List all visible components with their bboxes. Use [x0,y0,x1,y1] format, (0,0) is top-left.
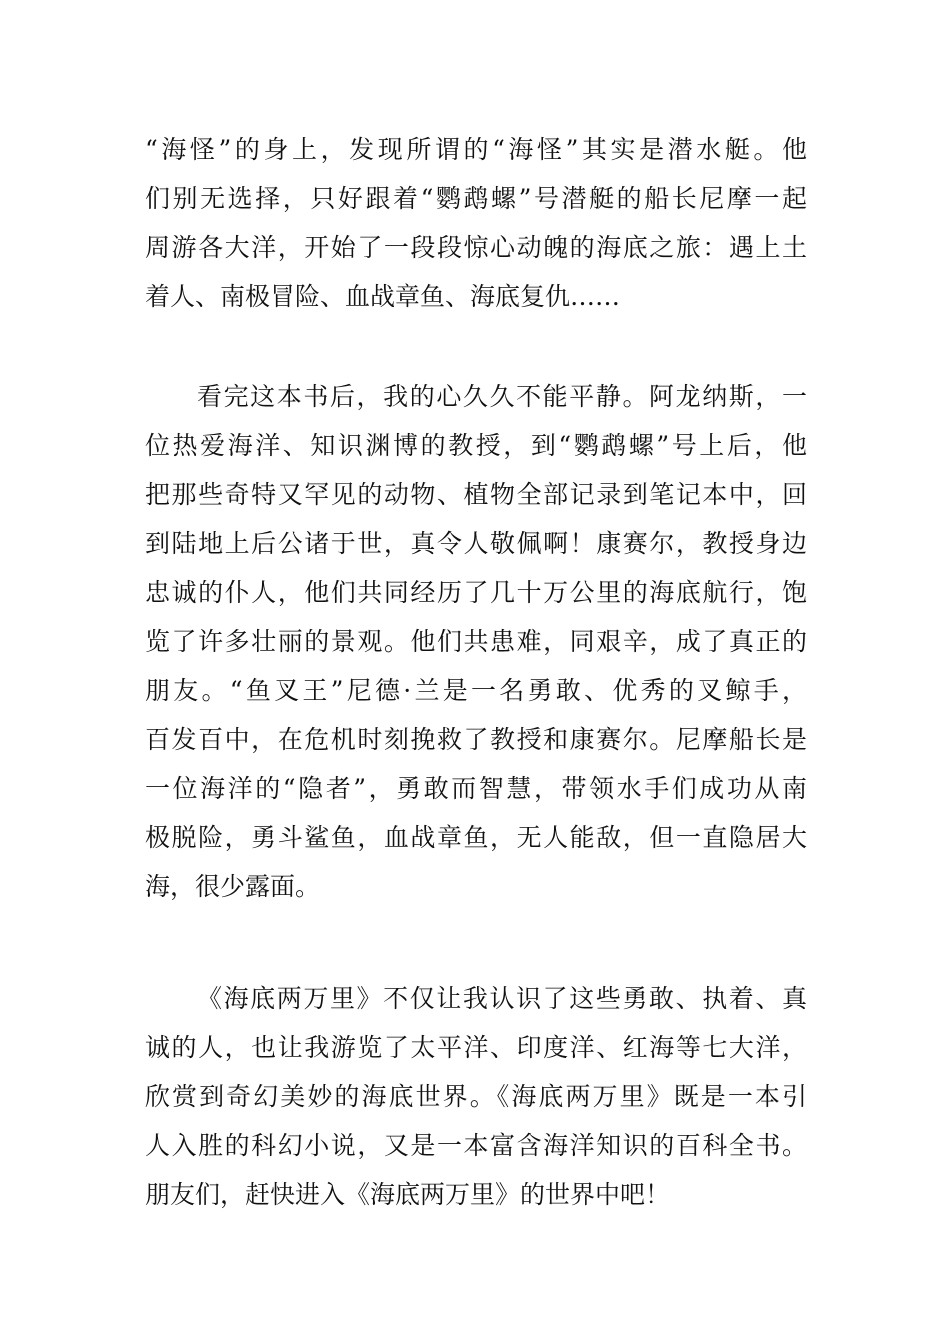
paragraph-line: 们别无选择，只好跟着“鹦鹉螺”号潜艇的船长尼摩一起 [145,184,807,213]
paragraph-line: 朋友们，赶快进入《海底两万里》的世界中吧！ [145,1180,671,1209]
paragraph-line: 着人、南极冒险、血战章鱼、海底复仇…… [145,282,621,311]
paragraph-line: 周游各大洋，开始了一段段惊心动魄的海底之旅：遇上土 [145,233,807,262]
paragraph-line: 人入胜的科幻小说，又是一本富含海洋知识的百科全书。 [145,1131,807,1160]
paragraph-line: 《海底两万里》不仅让我认识了这些勇敢、执着、真 [197,984,807,1013]
paragraph-2 [145,372,807,911]
paragraph-3 [145,974,807,1219]
paragraph-line: 看完这本书后，我的心久久不能平静。阿龙纳斯，一 [197,382,807,411]
paragraph-line: 一位海洋的“隐者”，勇敢而智慧，带领水手们成功从南 [145,774,807,803]
paragraph-line: 忠诚的仆人，他们共同经历了几十万公里的海底航行，饱 [145,578,807,607]
paragraph-line: 海，很少露面。 [145,872,321,901]
paragraph-line: 百发百中，在危机时刻挽救了教授和康赛尔。尼摩船长是 [145,725,807,754]
paragraph-line: 览了许多壮丽的景观。他们共患难，同艰辛，成了真正的 [145,627,807,656]
paragraph-line: 位热爱海洋、知识渊博的教授，到“鹦鹉螺”号上后，他 [145,431,807,460]
paragraph-line: 朋友。“鱼叉王”尼德·兰是一名勇敢、优秀的叉鲸手， [145,676,807,705]
paragraph-line: “海怪”的身上，发现所谓的“海怪”其实是潜水艇。他 [145,135,807,164]
paragraph-line: 诚的人，也让我游览了太平洋、印度洋、红海等七大洋， [145,1033,807,1062]
paragraph-line: 极脱险，勇斗鲨鱼，血战章鱼，无人能敌，但一直隐居大 [145,823,807,852]
paragraph-line: 把那些奇特又罕见的动物、植物全部记录到笔记本中，回 [145,480,807,509]
paragraph-line: 欣赏到奇幻美妙的海底世界。《海底两万里》既是一本引 [145,1082,807,1111]
paragraph-1 [145,125,807,321]
paragraph-line: 到陆地上后公诸于世，真令人敬佩啊！康赛尔，教授身边 [145,529,807,558]
